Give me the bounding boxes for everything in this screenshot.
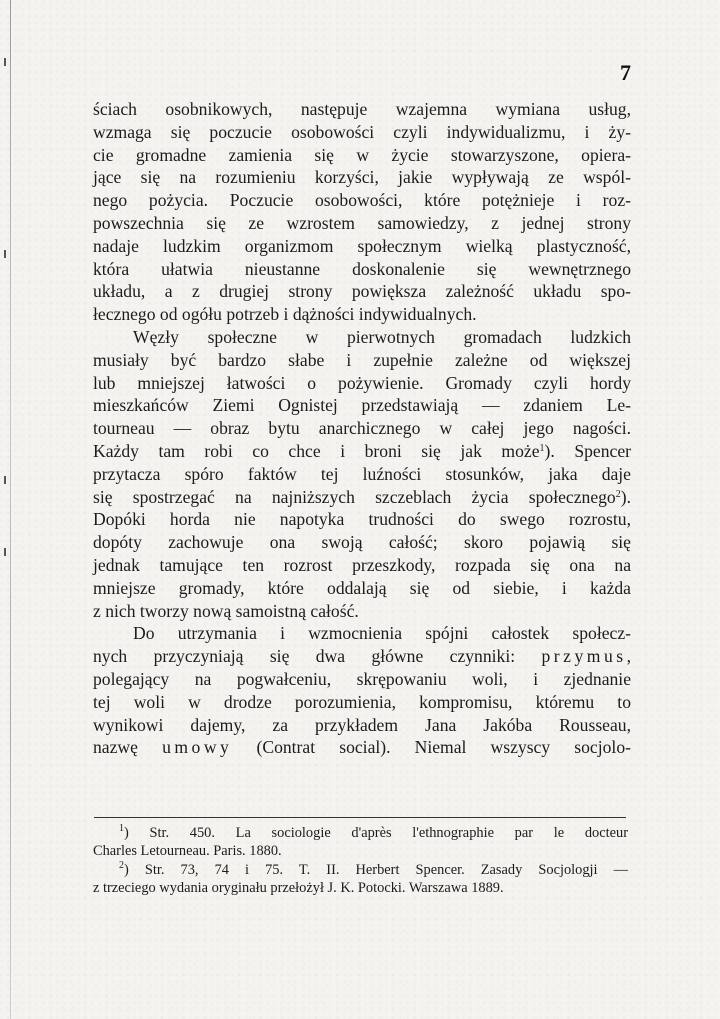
footnote-text: ) Str. 73, 74 i 75. T. II. Herbert Spencer. Zasady Socjologji — — [124, 861, 628, 878]
text-line: nego pożycia. Poczucie osobowości, które potężnieje i roz- — [93, 190, 631, 211]
text-line: jące się na rozumieniu korzyści, jakie wypływają ze wspól- — [93, 167, 631, 188]
binding-mark — [4, 250, 12, 258]
text-segment: ). — [620, 486, 631, 507]
text-line: która ułatwia nieustanne doskonalenie się wewnętrznego — [93, 258, 631, 279]
page-number: 7 — [620, 60, 631, 85]
emphasized-term: przymus — [541, 646, 627, 667]
text-line: musiały być bardzo słabe i zupełnie zależne od większej — [93, 349, 631, 370]
text-line: dopóty zachowuje ona swoją całość; skoro pojawią się — [93, 532, 631, 553]
text-line: powszechnia się ze wzrostem samowiedzy, z jednej strony — [93, 212, 631, 233]
footnote-2 — [93, 861, 628, 879]
text-segment: ). Spencer — [544, 440, 631, 461]
footnote-text: ) Str. 450. La sociologie d'après l'ethnographie par le docteur — [124, 825, 628, 841]
text-line: łecznego od ogółu potrzeb i dążności indywidualnych. — [93, 304, 477, 325]
text-line: wynikowi dajemy, za przykładem Jana Jakóba Rousseau, — [93, 714, 631, 735]
text-line: wzmaga się poczucie osobowości czyli indywidualizmu, i ży- — [93, 121, 631, 142]
text-line: lub mniejszej łatwości o pożywienie. Gromady czyli hordy — [93, 372, 631, 393]
text-segment: (Contrat social). Niemal wszyscy socjolo- — [256, 737, 631, 758]
footnote-2-continuation: z trzeciego wydania oryginału przełożył J. K. Potocki. Warszawa 1889. — [93, 880, 504, 897]
footnote-reference: 1 — [539, 442, 545, 454]
footnote-1 — [93, 824, 628, 842]
text-line: jednak tamujące ten rozrost przeszkody, rozpada się ona na — [93, 554, 631, 575]
text-line: z nich tworzy nową samoistną całość. — [93, 600, 359, 621]
text-line — [93, 486, 631, 509]
text-line — [93, 645, 631, 668]
text-line — [93, 440, 631, 463]
text-segment: Każdy tam robi co chce i broni się jak może — [93, 440, 540, 461]
footnote-separator — [94, 817, 626, 818]
text-line: tej woli w drodze porozumienia, kompromisu, któremu to — [93, 691, 631, 712]
text-line: tourneau — obraz bytu anarchicznego w całej jego nagości. — [93, 418, 631, 439]
text-line: układu, a z drugiej strony powiększa zależność układu spo- — [93, 281, 631, 302]
text-segment: się spostrzegać na najniższych szczeblach życia społecznego — [93, 486, 616, 507]
text-line: cie gromadne zamienia się w życie stowarzyszone, opiera- — [93, 144, 631, 165]
text-segment: nazwę — [93, 737, 138, 758]
binding-mark — [4, 58, 12, 66]
footnotes — [93, 824, 628, 898]
body-text — [93, 98, 631, 759]
text-line: Węzły społeczne w pierwotnych gromadach ludzkich — [133, 326, 631, 347]
text-line: mieszkańców Ziemi Ognistej przedstawiają — zdaniem Le- — [93, 395, 631, 416]
emphasized-term: umowy — [162, 737, 233, 758]
binding-mark — [4, 476, 12, 484]
text-line — [93, 736, 631, 759]
text-line: nadaje ludzkim organizmom społecznym wielką plastyczność, — [93, 235, 631, 256]
footnote-mark: 2 — [119, 859, 124, 871]
binding-mark — [4, 548, 12, 556]
footnote-1-continuation: Charles Letourneau. Paris. 1880. — [93, 843, 282, 860]
text-line: Do utrzymania i wzmocnienia spójni całostek społecz- — [133, 623, 631, 644]
text-line: przytacza spóro faktów tej luźności stosunków, jaka daje — [93, 463, 631, 484]
text-line: mniejsze gromady, które oddalają się od siebie, i każda — [93, 577, 631, 598]
text-line: polegający na pogwałceniu, skrępowaniu woli, i zjednanie — [93, 668, 631, 689]
footnote-reference: 2 — [615, 488, 621, 500]
page-binding-edge — [10, 0, 11, 1019]
text-line: Dopóki horda nie napotyka trudności do swego rozrostu, — [93, 509, 631, 530]
footnote-mark: 1 — [119, 823, 124, 834]
text-segment: nych przyczyniają się dwa główne czynniki: — [93, 646, 516, 667]
text-line: ściach osobnikowych, następuje wzajemna wymiana usług, — [93, 99, 631, 119]
text-segment: , — [626, 646, 631, 667]
